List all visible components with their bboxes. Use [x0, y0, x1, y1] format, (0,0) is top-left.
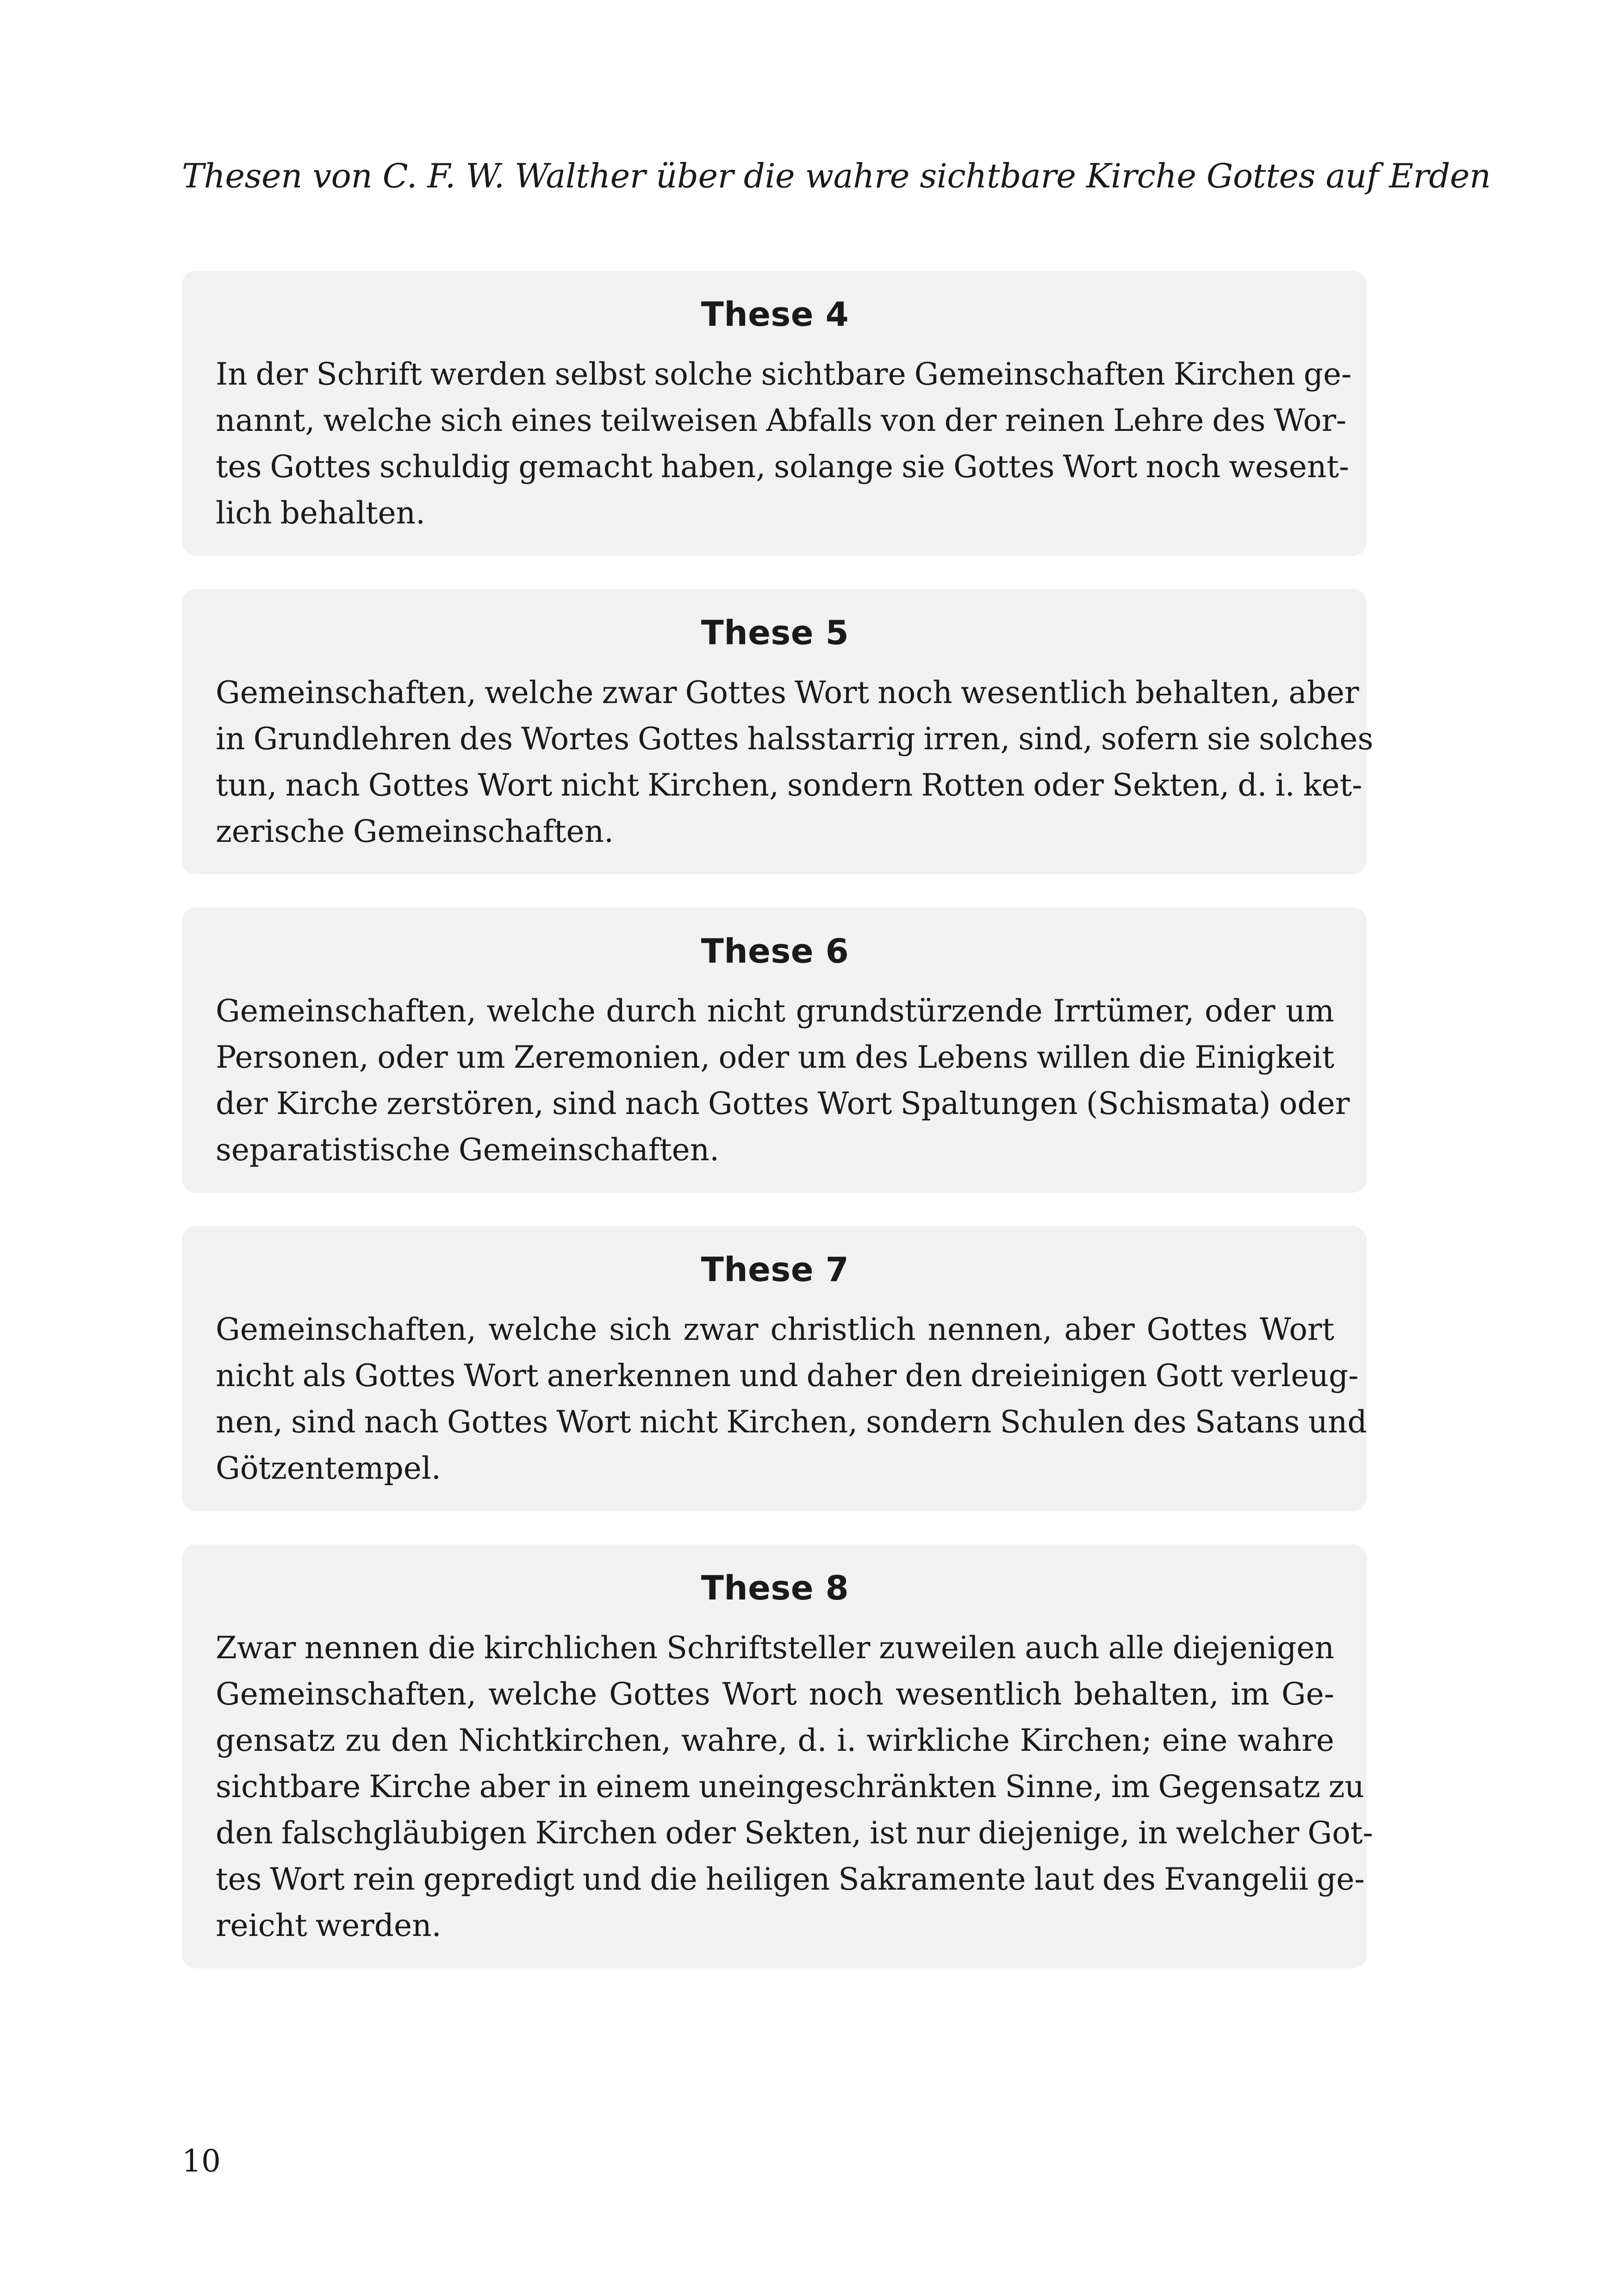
text-line: Gemeinschaften, welche durch nicht grundstürzende Irrtümer, oder um [216, 993, 1334, 1029]
text-line: zerische Gemeinschaften. [216, 814, 614, 849]
text-line: lich behalten. [216, 495, 426, 531]
text-line: sichtbare Kirche aber in einem uneingeschränkten Sinne, im Gegensatz zu [216, 1769, 1364, 1804]
text-line: Gemeinschaften, welche Gottes Wort noch wesentlich behalten, im Ge- [216, 1676, 1334, 1712]
text-line: gensatz zu den Nichtkirchen, wahre, d. i. wirkliche Kirchen; eine wahre [216, 1723, 1334, 1758]
text-line: nicht als Gottes Wort anerkennen und daher den dreieinigen Gott verleug- [216, 1358, 1359, 1394]
text-line: tes Wort rein gepredigt und die heiligen Sakramente laut des Evangelii ge- [216, 1861, 1365, 1897]
text-line: In der Schrift werden selbst solche sichtbare Gemeinschaften Kirchen ge- [216, 356, 1352, 392]
thesis-title: These 5 [701, 613, 849, 652]
thesis-text [216, 1625, 1373, 1949]
text-line: in Grundlehren des Wortes Gottes halsstarrig irren, sind, sofern sie solches [216, 721, 1374, 757]
thesis-box-7 [182, 1226, 1367, 1511]
text-line: Götzentempel. [216, 1450, 441, 1486]
thesis-title: These 6 [701, 932, 849, 971]
text-line: Gemeinschaften, welche sich zwar christlich nennen, aber Gottes Wort [216, 1312, 1334, 1347]
thesis-text [216, 1307, 1367, 1492]
text-line: Zwar nennen die kirchlichen Schriftsteller zuweilen auch alle diejenigen [216, 1630, 1334, 1666]
text-line: Gemeinschaften, welche zwar Gottes Wort noch wesentlich behalten, aber [216, 675, 1359, 710]
thesis-title: These 8 [701, 1568, 849, 1607]
page-number: 10 [182, 2143, 221, 2179]
text-line: tes Gottes schuldig gemacht haben, solange sie Gottes Wort noch wesent- [216, 449, 1350, 485]
text-line: separatistische Gemeinschaften. [216, 1132, 720, 1168]
text-line: den falschgläubigen Kirchen oder Sekten, ist nur diejenige, in welcher Got- [216, 1815, 1373, 1851]
thesis-box-6 [182, 908, 1367, 1193]
text-line: tun, nach Gottes Wort nicht Kirchen, sondern Rotten oder Sekten, d. i. ket- [216, 767, 1363, 803]
text-line: nannt, welche sich eines teilweisen Abfalls von der reinen Lehre des Wor- [216, 403, 1347, 438]
thesis-text [216, 351, 1352, 536]
thesis-title: These 4 [701, 295, 849, 334]
running-head: Thesen von C. F. W. Walther über die wahre sichtbare Kirche Gottes auf Erden [182, 156, 1491, 195]
thesis-box-5 [182, 589, 1374, 874]
thesis-title: These 7 [701, 1250, 849, 1289]
thesis-text [216, 670, 1374, 855]
thesis-box-4 [182, 271, 1367, 556]
text-line: der Kirche zerstören, sind nach Gottes Wort Spaltungen (Schismata) oder [216, 1086, 1350, 1121]
thesis-text [216, 988, 1350, 1173]
text-line: Personen, oder um Zeremonien, oder um des Lebens willen die Einigkeit [216, 1039, 1334, 1075]
text-line: reicht werden. [216, 1908, 442, 1943]
theses-list [182, 271, 1374, 2002]
thesis-box-8 [182, 1544, 1373, 1968]
text-line: nen, sind nach Gottes Wort nicht Kirchen, sondern Schulen des Satans und [216, 1404, 1367, 1440]
